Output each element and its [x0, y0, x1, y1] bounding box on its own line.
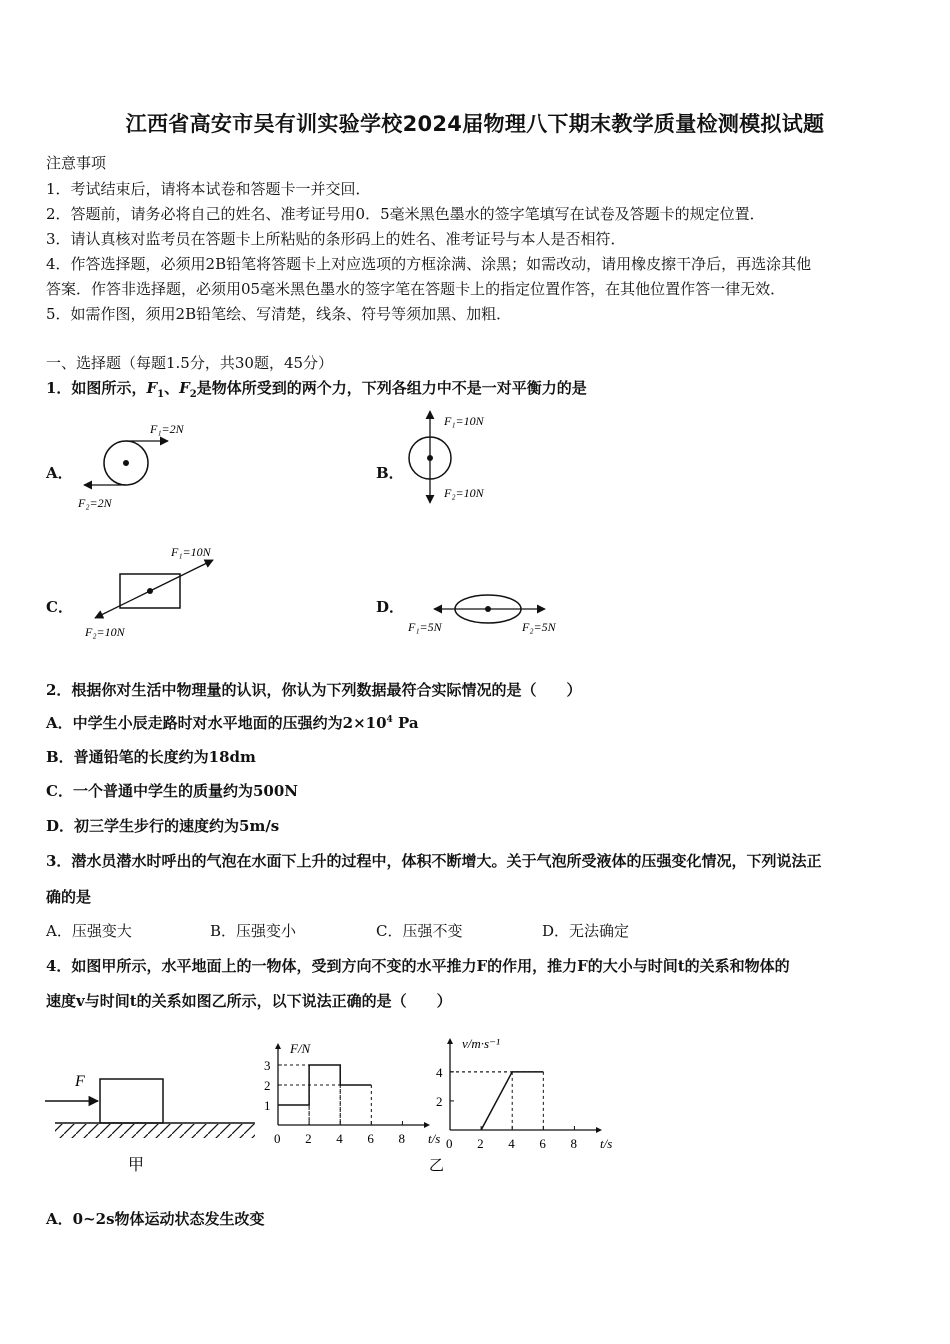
ground-hatching [55, 1124, 255, 1138]
y-axis-arrow [447, 1038, 453, 1044]
y-tick-label: 4 [436, 1064, 443, 1080]
q1-option-b-label: B． [376, 464, 404, 482]
block [100, 1079, 163, 1123]
q2-option-c: C．一个普通中学生的质量约为500N [46, 782, 298, 800]
q4-stem-line2: 速度v与时间t的关系如图乙所示，以下说法正确的是（ ） [46, 992, 452, 1010]
q1-option-d-label: D． [376, 598, 405, 616]
notice-item: 3．请认真核对监考员在答题卡上所粘贴的条形码上的姓名、准考证号与本人是否相符． [46, 230, 626, 248]
q4-option-a: A．0~2s物体运动状态发生改变 [46, 1210, 265, 1228]
q1-diagram-d [400, 585, 575, 640]
q1-diagram-b [400, 405, 520, 510]
y-tick-label: 1 [264, 1098, 271, 1113]
q1-f2-sub: 2 [189, 389, 197, 400]
q1-option-a-label: A． [46, 464, 73, 482]
q1-stem-suffix: 是物体所受到的两个力，下列各组力中不是一对平衡力的是 [196, 379, 587, 397]
q3-option-d: D．无法确定 [542, 922, 630, 940]
x-tick-label: 2 [305, 1131, 312, 1146]
q1-f1-sub: 1 [157, 389, 165, 400]
q1-f2: F [179, 379, 190, 397]
force-label-f2: F₂=10N [444, 486, 484, 500]
y-axis-label: v/m·s⁻¹ [462, 1036, 500, 1051]
force-label-f1: F₁=5N [408, 620, 442, 634]
q2-option-a-text: A．中学生小辰走路时对水平地面的压强约为2×10 [46, 714, 387, 732]
y-tick-label: 2 [264, 1078, 271, 1093]
q1-f1: F [146, 379, 158, 397]
notice-item: 1．考试结束后，请将本试卷和答题卡一并交回． [46, 180, 371, 198]
force-label-f2: F₂=5N [522, 620, 556, 634]
x-tick-label: 8 [570, 1136, 577, 1151]
q1-diagram-c [75, 540, 235, 645]
force-label-f2: F₂=2N [78, 496, 112, 510]
figure-label-yi: 乙 [429, 1158, 445, 1174]
chart-velocity-time [425, 1020, 615, 1180]
x-tick-label: 0 [274, 1131, 281, 1146]
x-tick-label: 4 [508, 1136, 515, 1151]
x-tick-label: 6 [367, 1131, 374, 1146]
force-label-f1: F₁=10N [444, 414, 484, 428]
q2-option-b: B．普通铅笔的长度约为18dm [46, 748, 256, 766]
force-arrow-f1 [150, 560, 213, 591]
force-label-f1: F₁=10N [171, 545, 211, 559]
force-arrow-f2 [95, 591, 150, 618]
x-tick-label: 0 [446, 1136, 453, 1151]
notice-item: 答案．作答非选择题，必须用05毫米黑色墨水的签字笔在答题卡上的指定位置作答，在其他位置作答一律无效． [46, 280, 786, 298]
x-axis-label: t/s [600, 1136, 613, 1151]
q4-stem-line1: 4．如图甲所示，水平地面上的一物体，受到方向不变的水平推力F的作用，推力F的大小与时间t的关系和物体的 [46, 957, 790, 975]
q1-sep: 、 [164, 379, 180, 397]
force-label-f: F [75, 1073, 85, 1090]
force-label-f1: F₁=2N [150, 422, 184, 436]
q3-option-b: B．压强变小 [210, 922, 297, 940]
q4-figure-jia [40, 1062, 260, 1177]
q3-stem-line2: 确的是 [46, 888, 92, 906]
section-heading: 一、选择题（每题1.5分，共30题，45分） [46, 354, 334, 372]
figure-label-jia: 甲 [128, 1157, 145, 1174]
y-axis-arrow [275, 1043, 281, 1049]
chart-force-time [258, 1025, 440, 1160]
force-label-f2: F₂=10N [85, 625, 125, 639]
y-tick-label: 3 [264, 1058, 271, 1073]
notice-item: 2．答题前，请务必将自己的姓名、准考证号用0．5毫米黑色墨水的签字笔填写在试卷及答题卡的规定位置． [46, 205, 765, 223]
notice-heading: 注意事项 [46, 154, 107, 172]
q1-stem-prefix: 1．如图所示， [46, 379, 147, 397]
q2-option-d: D．初三学生步行的速度约为5m/s [46, 817, 280, 835]
x-tick-label: 8 [398, 1131, 405, 1146]
x-tick-label: 6 [539, 1136, 546, 1151]
q1-diagram-a [70, 415, 200, 515]
page-title: 江西省高安市吴有训实验学校2024届物理八下期末教学质量检测模拟试题 [125, 112, 825, 136]
y-axis-label: F/N [290, 1041, 311, 1056]
q2-stem: 2．根据你对生活中物理量的认识，你认为下列数据最符合实际情况的是（ ） [46, 681, 582, 699]
x-axis-label: t/s [428, 1131, 440, 1146]
q2-option-a-unit: Pa [392, 714, 419, 732]
q2-option-a [46, 712, 419, 733]
q1-option-c-label: C． [46, 598, 73, 616]
q2-option-a-exponent: 4 [386, 715, 393, 725]
notice-item: 4．作答选择题，必须用2B铅笔将答题卡上对应选项的方框涂满、涂黑；如需改动，请用橡皮擦干净后，再选涂其他 [46, 255, 812, 273]
q3-stem-line1: 3．潜水员潜水时呼出的气泡在水面下上升的过程中，体积不断增大。关于气泡所受液体的压强变化情况，下列说法正 [46, 852, 822, 870]
x-tick-label: 2 [477, 1136, 484, 1151]
x-tick-label: 4 [336, 1131, 343, 1146]
x-axis-arrow [596, 1127, 602, 1133]
q3-option-a: A．压强变大 [46, 922, 132, 940]
q1-stem [46, 377, 587, 400]
notice-item: 5．如需作图，须用2B铅笔绘、写清楚，线条、符号等须加黑、加粗． [46, 305, 512, 323]
center-dot [123, 460, 129, 466]
q3-option-c: C．压强不变 [376, 922, 463, 940]
y-tick-label: 2 [436, 1093, 443, 1109]
